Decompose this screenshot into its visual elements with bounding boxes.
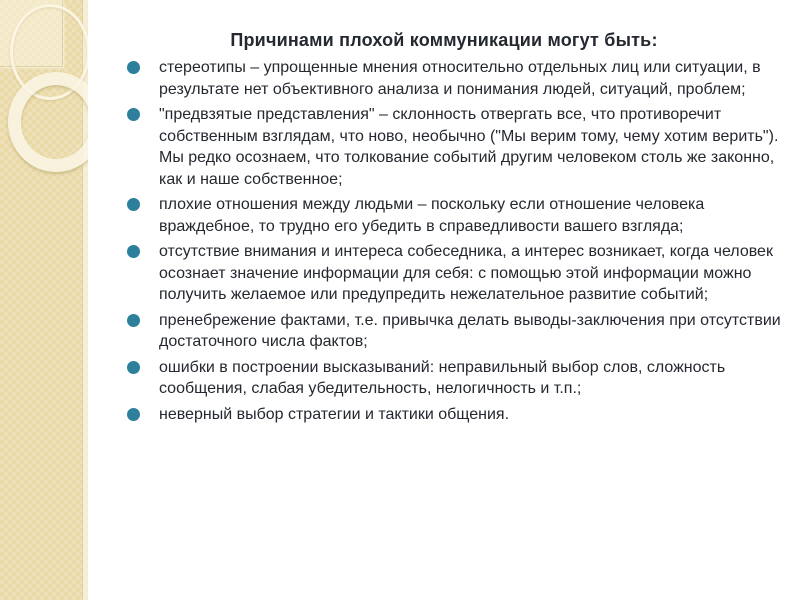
bullet-marker-icon xyxy=(127,408,140,421)
bullet-text: пренебрежение фактами, т.е. привычка делать выводы-заключения при отсутствии достаточного числа фактов; xyxy=(159,311,781,350)
bullet-marker-icon xyxy=(127,61,140,74)
bullet-text: плохие отношения между людьми – поскольку если отношение человека враждебное, то трудно его убедить в справедливости вашего взгляда; xyxy=(159,196,705,235)
bullet-item xyxy=(107,404,782,426)
decorative-sidebar xyxy=(0,0,88,600)
bullet-marker-icon xyxy=(127,361,140,374)
bullet-text: неверный выбор стратегии и тактики общения. xyxy=(159,405,510,423)
bullet-text: стереотипы – упрощенные мнения относительно отдельных лиц или ситуации, в результате нет объективного анализа и понимания людей, ситуаций, проблем; xyxy=(159,59,761,98)
decor-ring-icon xyxy=(8,72,88,172)
bullet-text: ошибки в построении высказываний: неправильный выбор слов, сложность сообщения, слабая убедительность, нелогичность и т.п.; xyxy=(159,358,726,397)
bullet-item xyxy=(107,57,782,100)
bullet-marker-icon xyxy=(127,314,140,327)
bullet-marker-icon xyxy=(127,245,140,258)
bullet-item xyxy=(107,194,782,237)
bullet-list xyxy=(107,57,782,425)
bullet-text: "предвзятые представления" – склонность отвергать все, что противоречит собственным взглядам, что ново, необычно ("Мы верим тому, чему хотим верить"). Мы редко осознаем, что толкование событий другим человеком столь же законно, как и наше собственное; xyxy=(159,106,779,188)
bullet-text: отсутствие внимания и интереса собеседника, а интерес возникает, когда человек осознает значение информации для себя: с помощью этой информации можно получить желаемое или предупредить нежелательное развитие событий; xyxy=(159,243,773,303)
slide-content xyxy=(88,0,800,600)
bullet-marker-icon xyxy=(127,198,140,211)
bullet-item xyxy=(107,104,782,190)
bullet-item xyxy=(107,357,782,400)
bullet-marker-icon xyxy=(127,108,140,121)
bullet-item xyxy=(107,310,782,353)
bullet-item xyxy=(107,241,782,306)
slide-title: Причинами плохой коммуникации могут быть: xyxy=(230,30,658,50)
